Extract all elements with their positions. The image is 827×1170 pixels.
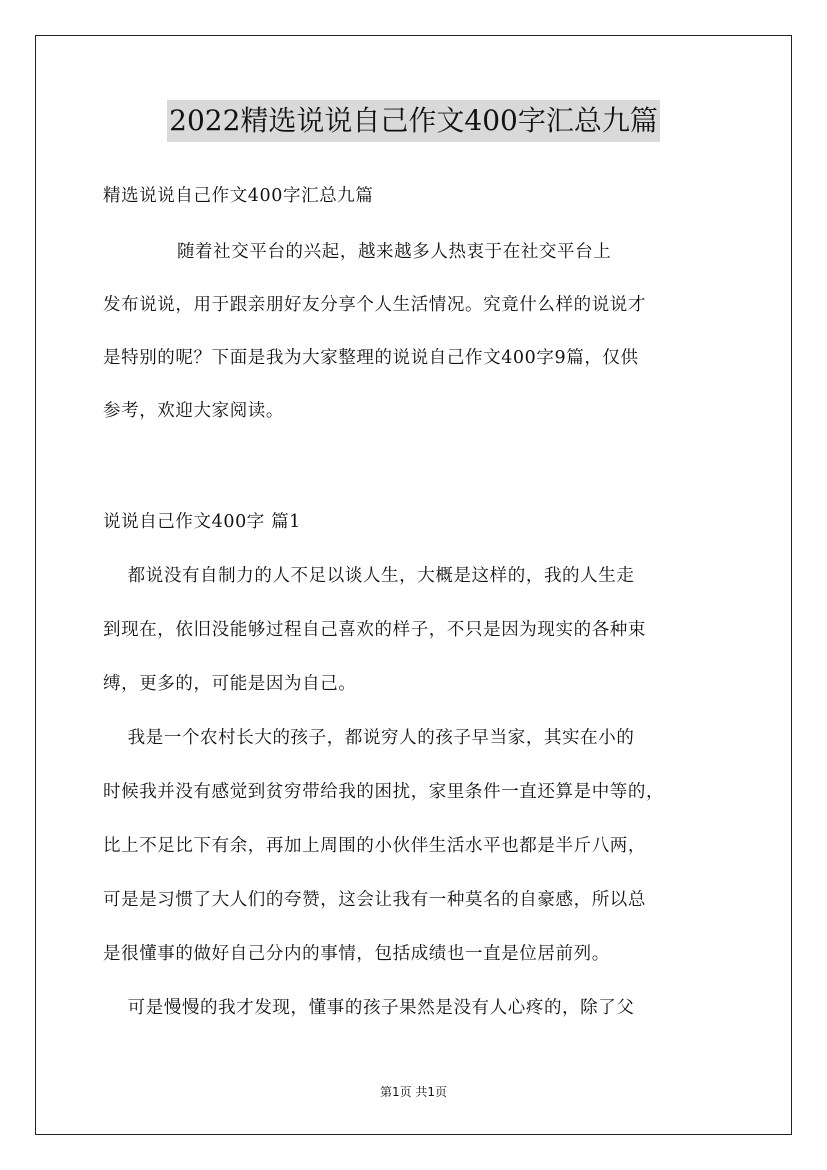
text-line: 都说没有自制力的人不足以谈人生，大概是这样的，我的人生走 xyxy=(103,566,635,586)
text-line: 可是是习惯了大人们的夸赞，这会让我有一种莫名的自豪感，所以总 xyxy=(103,890,646,910)
section-heading: 说说自己作文400字 篇1 xyxy=(103,512,301,532)
text-line: 参考，欢迎大家阅读。 xyxy=(103,401,284,421)
text-line: 我是一个农村长大的孩子，都说穷人的孩子早当家，其实在小的 xyxy=(103,728,635,748)
text-line: 缚，更多的，可能是因为自己。 xyxy=(103,674,357,694)
text-line: 发布说说，用于跟亲朋好友分享个人生活情况。究竟什么样的说说才 xyxy=(103,295,646,315)
text-line: 随着社交平台的兴起，越来越多人热衷于在社交平台上 xyxy=(103,242,612,262)
document-subtitle: 精选说说自己作文400字汇总九篇 xyxy=(103,186,374,206)
text-line: 是很懂事的做好自己分内的事情，包括成绩也一直是位居前列。 xyxy=(103,944,610,964)
document-title: 2022精选说说自己作文400字汇总九篇 xyxy=(167,100,660,142)
text-line: 到现在，依旧没能够过程自己喜欢的样子，不只是因为现实的各种束 xyxy=(103,620,646,640)
text-line: 可是慢慢的我才发现，懂事的孩子果然是没有人心疼的，除了父 xyxy=(103,998,635,1018)
page-footer: 第1页 共1页 xyxy=(379,1085,448,1099)
text-line: 比上不足比下有余，再加上周围的小伙伴生活水平也都是半斤八两， xyxy=(103,836,646,856)
text-line: 时候我并没有感觉到贫穷带给我的困扰，家里条件一直还算是中等的， xyxy=(103,782,665,802)
text-line: 是特别的呢？下面是我为大家整理的说说自己作文400字9篇，仅供 xyxy=(103,348,639,368)
